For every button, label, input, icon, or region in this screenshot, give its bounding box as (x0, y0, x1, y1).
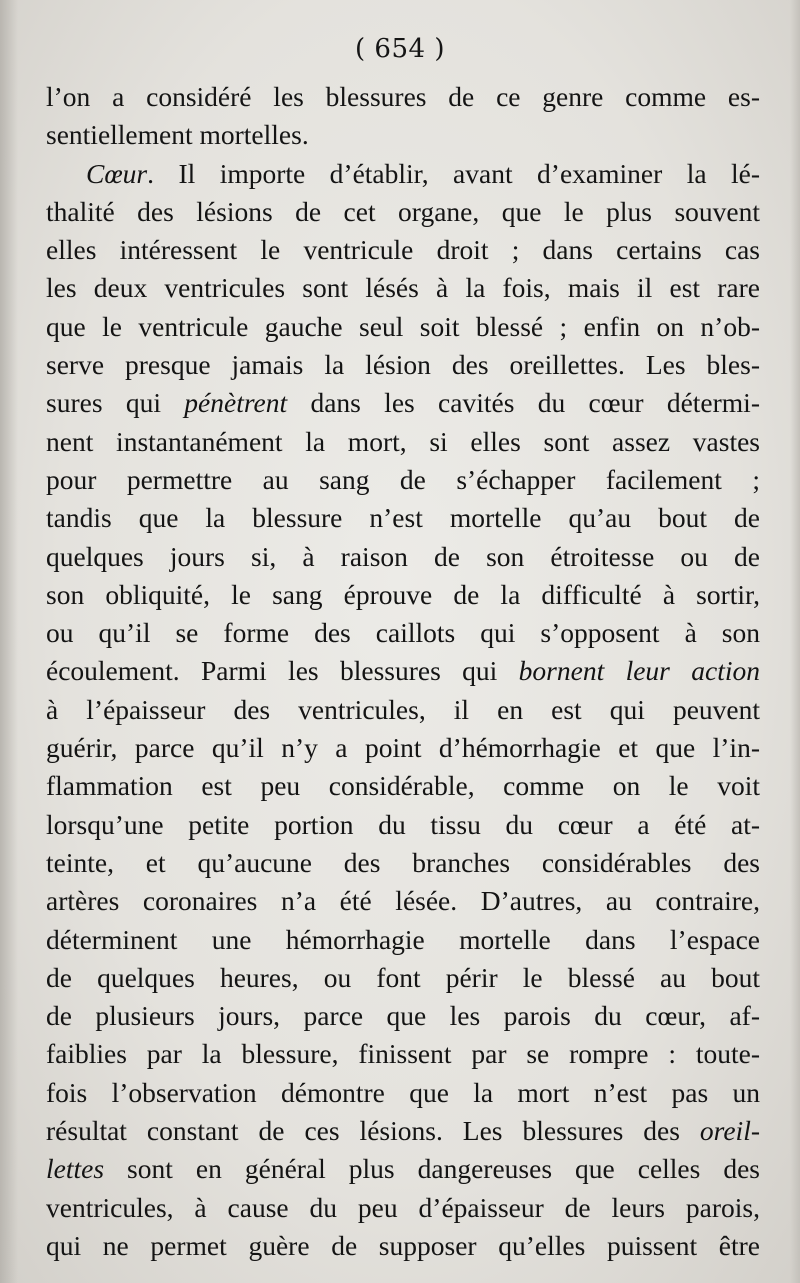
text-line: faiblies par la blessure, finissent par se rompre : toute- (46, 1038, 760, 1070)
text-line: qui ne permet guère de supposer qu’elles puissent être (46, 1229, 760, 1261)
text-line: fois l’observation démontre que la mort n’est pas un (46, 1076, 760, 1108)
text-line: serve presque jamais la lésion des oreillettes. Les bles- (46, 349, 760, 381)
text-line: teinte, et qu’aucune des branches considérables des (46, 846, 760, 878)
text-line: les deux ventricules sont lésés à la fois, mais il est rare (46, 272, 760, 304)
text-line: ou qu’il se forme des caillots qui s’opposent à son (46, 617, 760, 649)
text-line: de plusieurs jours, parce que les parois du cœur, af- (46, 1000, 760, 1032)
text-line: quelques jours si, à raison de son étroitesse ou de (46, 540, 760, 572)
text-line: que le ventricule gauche seul soit blessé ; enfin on n’ob- (46, 310, 760, 342)
text-line: Cœur. Il importe d’établir, avant d’examiner la lé- (86, 157, 760, 189)
text-line: lorsqu’une petite portion du tissu du cœur a été at- (46, 808, 760, 840)
page-shadow-left (0, 0, 18, 1283)
text-line: guérir, parce qu’il n’y a point d’hémorrhagie et que l’in- (46, 732, 760, 764)
text-line: ventricules, à cause du peu d’épaisseur de leurs parois, (46, 1191, 760, 1223)
text-line: flammation est peu considérable, comme on le voit (46, 770, 760, 802)
text-line: de quelques heures, ou font périr le blessé au bout (46, 961, 760, 993)
text-line: thalité des lésions de cet organe, que le plus souvent (46, 195, 760, 227)
text-line: artères coronaires n’a été lésée. D’autres, au contraire, (46, 885, 760, 917)
text-line: elles intéressent le ventricule droit ; dans certains cas (46, 234, 760, 266)
text-line: tandis que la blessure n’est mortelle qu’au bout de (46, 502, 760, 534)
text-line: déterminent une hémorrhagie mortelle dans l’espace (46, 923, 760, 955)
text-line: sures qui pénètrent dans les cavités du cœur détermi- (46, 387, 760, 419)
page-number: ( 654 ) (355, 34, 445, 64)
text-line: écoulement. Parmi les blessures qui bornent leur action (46, 655, 760, 687)
text-line: pour permettre au sang de s’échapper facilement ; (46, 463, 760, 495)
text-line: à l’épaisseur des ventricules, il en est qui peuvent (46, 693, 760, 725)
text-line: lettes sont en général plus dangereuses que celles des (46, 1153, 760, 1185)
text-line: résultat constant de ces lésions. Les blessures des oreil- (46, 1115, 760, 1147)
text-line: sentiellement mortelles. (46, 119, 309, 151)
body-text (46, 78, 760, 1265)
text-line: son obliquité, le sang éprouve de la difficulté à sortir, (46, 578, 760, 610)
text-line: l’on a considéré les blessures de ce genre comme es- (46, 81, 760, 112)
page-shadow-right (790, 0, 800, 1283)
text-line: nent instantanément la mort, si elles sont assez vastes (46, 425, 760, 457)
